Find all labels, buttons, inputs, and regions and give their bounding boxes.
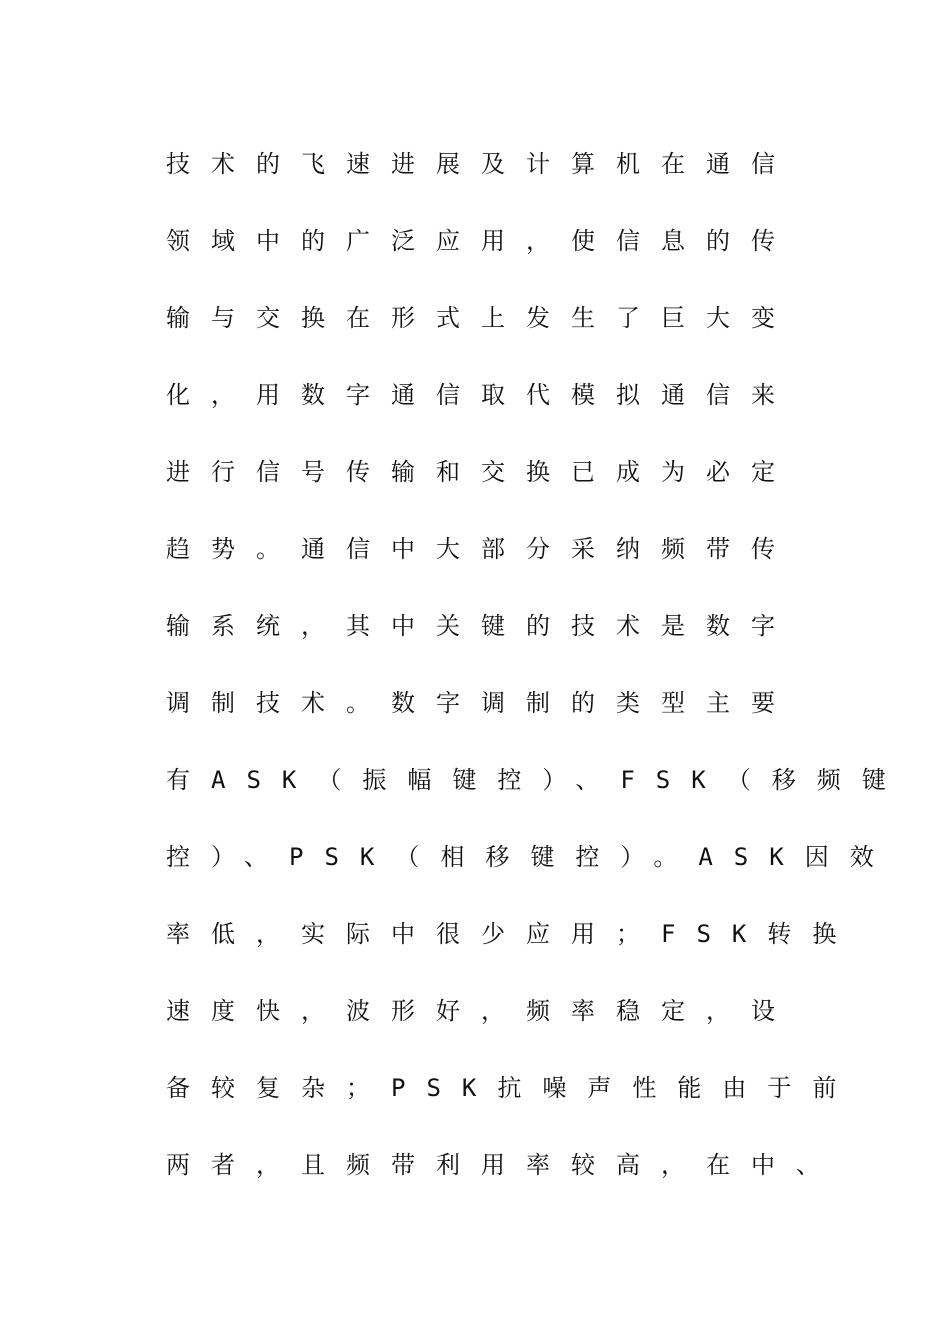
- text-line-12: 速度快，波形好，频率稳定，设: [166, 997, 796, 1025]
- text-line-8: 调制技术。数字调制的类型主要: [166, 689, 796, 717]
- text-line-13: 备较复杂；PSK抗噪声性能由于前: [166, 1074, 858, 1102]
- text-line-6: 趋势。通信中大部分采纳频带传: [166, 535, 796, 563]
- text-line-11: 率低，实际中很少应用；FSK转换: [166, 920, 858, 948]
- text-line-4: 化，用数字通信取代模拟通信来: [166, 381, 796, 409]
- text-line-2: 领域中的广泛应用，使信息的传: [166, 227, 796, 255]
- text-line-5: 进行信号传输和交换已成为必定: [166, 458, 796, 486]
- text-line-7: 输系统，其中关键的技术是数字: [166, 612, 796, 640]
- text-line-14: 两者，且频带利用率较高，在中、: [166, 1151, 841, 1179]
- text-line-10: 控）、PSK（相移键控）。ASK因效: [166, 843, 895, 871]
- body-text: [166, 146, 907, 1224]
- text-line-3: 输与交换在形式上发生了巨大变: [166, 304, 796, 332]
- text-line-1: 技术的飞速进展及计算机在通信: [166, 150, 796, 178]
- text-line-9: 有ASK（振幅键控）、FSK（移频键: [166, 766, 907, 794]
